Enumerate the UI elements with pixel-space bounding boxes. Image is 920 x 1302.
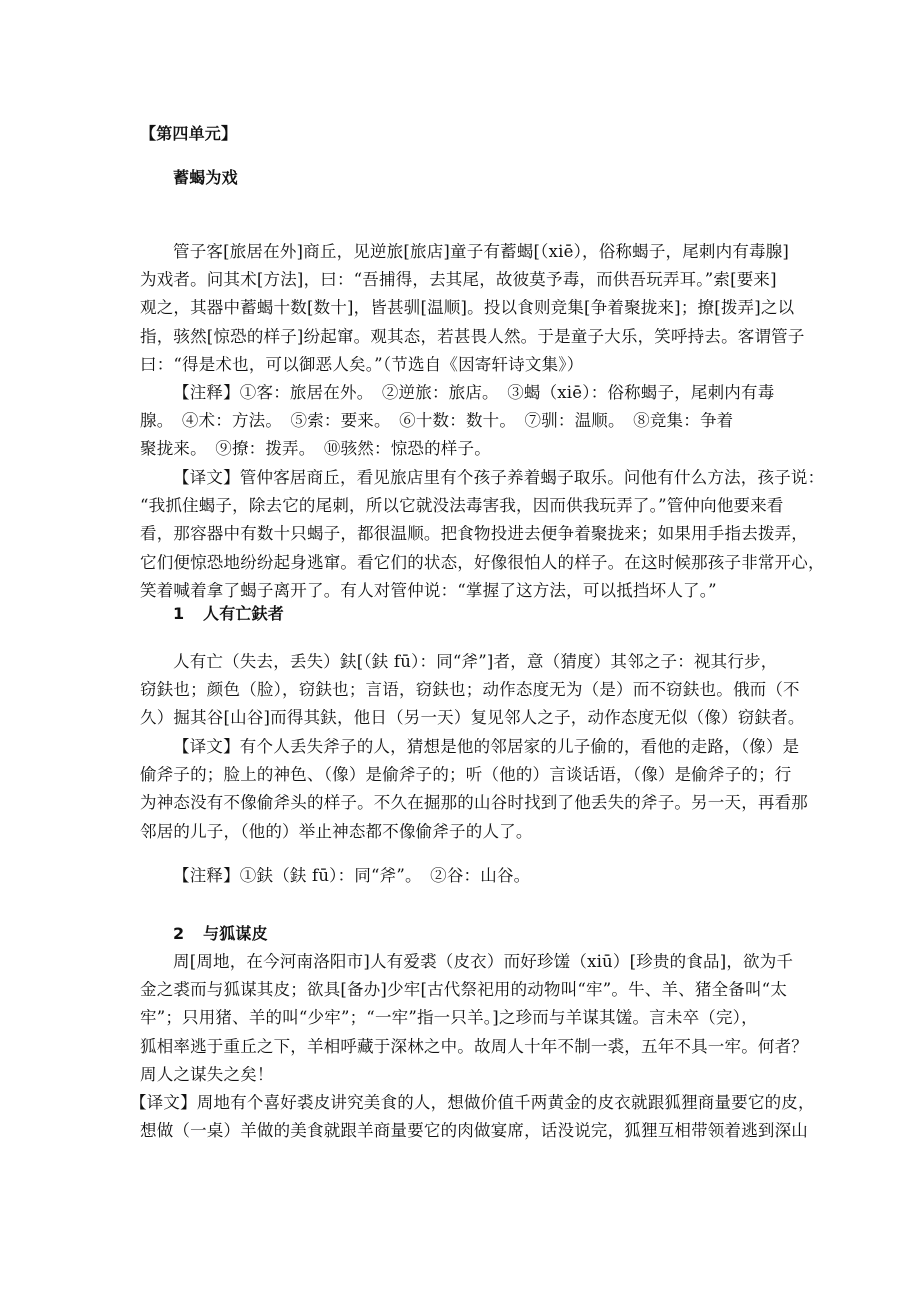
text-line: 观之，其器中蓄蝎十数[数十]，皆甚驯[温顺]。投以食则竞集[争着聚拢来]；撩[拨弄]之以 — [140, 298, 795, 318]
fox-translation — [130, 1089, 815, 1145]
section-number: 1 — [173, 604, 185, 623]
text-line: 为戏者。问其术[方法]，曰：“吾捕得，去其尾，故彼莫予毒，而供吾玩弄耳。”索[要来] — [140, 270, 777, 290]
axe-translation — [140, 733, 808, 846]
text-line: 狐相率逃于重丘之下，羊相呼藏于深林之中。故周人十年不制一裘，五年不具一牢。何者？ — [140, 1036, 808, 1056]
text-line: 看，那容器中有数十只蝎子，都很温顺。把食物投进去便争着聚拢来；如果用手指去拨弄， — [140, 524, 808, 544]
text-line: 管子客[旅居在外]商丘，见逆旅[旅店]童子有蓄蝎[（xiē），俗称蝎子，尾刺内有毒腺] — [173, 242, 790, 261]
text-line: 想做（一桌）羊做的美食就跟羊商量要它的肉做宴席，话没说完，狐狸互相带领着逃到深山 — [140, 1121, 808, 1141]
text-line: 指，骇然[惊恐的样子]纷起窜。观其态，若甚畏人然。于是童子大乐，笑呼持去。客谓管子 — [140, 326, 805, 346]
text-line: 久）掘其谷[山谷]而得其鈇，他日（另一天）复见邻人之子，动作态度无似（像）窃鈇者。 — [140, 708, 805, 728]
section-title-fox — [173, 920, 823, 948]
text-line: 邻居的儿子，（他的）举止神态都不像偷斧子的人了。 — [140, 821, 533, 841]
scorpion-notes — [140, 379, 790, 464]
text-line: 【注释】①客：旅居在外。 ②逆旅：旅店。 ③蝎（xiē）：俗称蝎子，尾刺内有毒 — [173, 383, 775, 402]
section-number: 2 — [173, 924, 185, 943]
section-title-text: 与狐谋皮 — [203, 924, 268, 943]
section-title-text: 人有亡鈇者 — [203, 604, 285, 623]
text-line: 【注释】①鈇（鈇 fū）：同“斧”。 ②谷：山谷。 — [173, 866, 531, 885]
text-line: 【译文】有个人丢失斧子的人，猜想是他的邻居家的儿子偷的，看他的走路，（像）是 — [173, 737, 800, 756]
text-line: 窃鈇也；颜色（脸），窃鈇也；言语，窃鈇也；动作态度无为（是）而不窃鈇也。俄而（不 — [140, 680, 800, 700]
axe-notes — [140, 862, 790, 890]
text-line: 【译文】周地有个喜好裘皮讲究美食的人，想做价值千两黄金的皮衣就跟狐狸商量要它的皮， — [130, 1093, 815, 1112]
text-line: 周人之谋失之矣！ — [140, 1064, 274, 1084]
text-line: “我抓住蝎子，除去它的尾刺，所以它就没法毒害我，因而供我玩弄了。”管仲向他要来看 — [140, 496, 784, 516]
text-line: 笑着喊着拿了蝎子离开了。有人对管仲说：“掌握了这方法，可以抵挡坏人了。” — [140, 580, 717, 600]
scorpion-translation — [140, 464, 825, 605]
text-line: 它们便惊恐地纷纷起身逃窜。看它们的状态，好像很怕人的样子。在这时候那孩子非常开心， — [140, 552, 825, 572]
fox-original-text — [140, 948, 808, 1089]
section-title-scorpion: 蓄蝎为戏 — [173, 168, 238, 187]
text-line: 周[周地，在今河南洛阳市]人有爱裘（皮衣）而好珍馐（xiū）[珍贵的食品]，欲为千 — [173, 952, 794, 971]
text-line: 人有亡（失去，丢失）鈇[（鈇 fū）：同“斧”]者，意（猜度）其邻之子：视其行步， — [173, 652, 778, 671]
unit-title: 【第四单元】 — [140, 124, 238, 143]
text-line: 偷斧子的；脸上的神色、（像）是偷斧子的；听（他的）言谈话语，（像）是偷斧子的；行 — [140, 765, 792, 785]
axe-original-text — [140, 648, 805, 733]
text-line: 为神态没有不像偷斧头的样子。不久在掘那的山谷时找到了他丢失的斧子。另一天，再看那 — [140, 793, 808, 813]
text-line: 曰：“得是术也，可以御恶人矣。”（节选自《因寄轩诗文集》） — [140, 354, 584, 374]
text-line: 牢”；只用猪、羊的叫“少牢”；“一牢”指一只羊。]之珍而与羊谋其馐。言未卒（完）， — [140, 1008, 758, 1028]
scorpion-original-text — [140, 238, 805, 379]
section-title-axe — [173, 600, 823, 628]
text-line: 腺。 ④术：方法。 ⑤索：要来。 ⑥十数：数十。 ⑦驯：温顺。 ⑧竞集：争着 — [140, 411, 734, 431]
text-line: 【译文】管仲客居商丘，看见旅店里有个孩子养着蝎子取乐。问他有什么方法，孩子说： — [173, 468, 825, 487]
text-line: 聚拢来。 ⑨撩：拨弄。 ⑩骇然：惊恐的样子。 — [140, 439, 491, 459]
text-line: 金之裘而与狐谋其皮；欲具[备办]少牢[古代祭祀用的动物叫“牢”。牛、羊、猪全备叫“太 — [140, 980, 788, 1000]
